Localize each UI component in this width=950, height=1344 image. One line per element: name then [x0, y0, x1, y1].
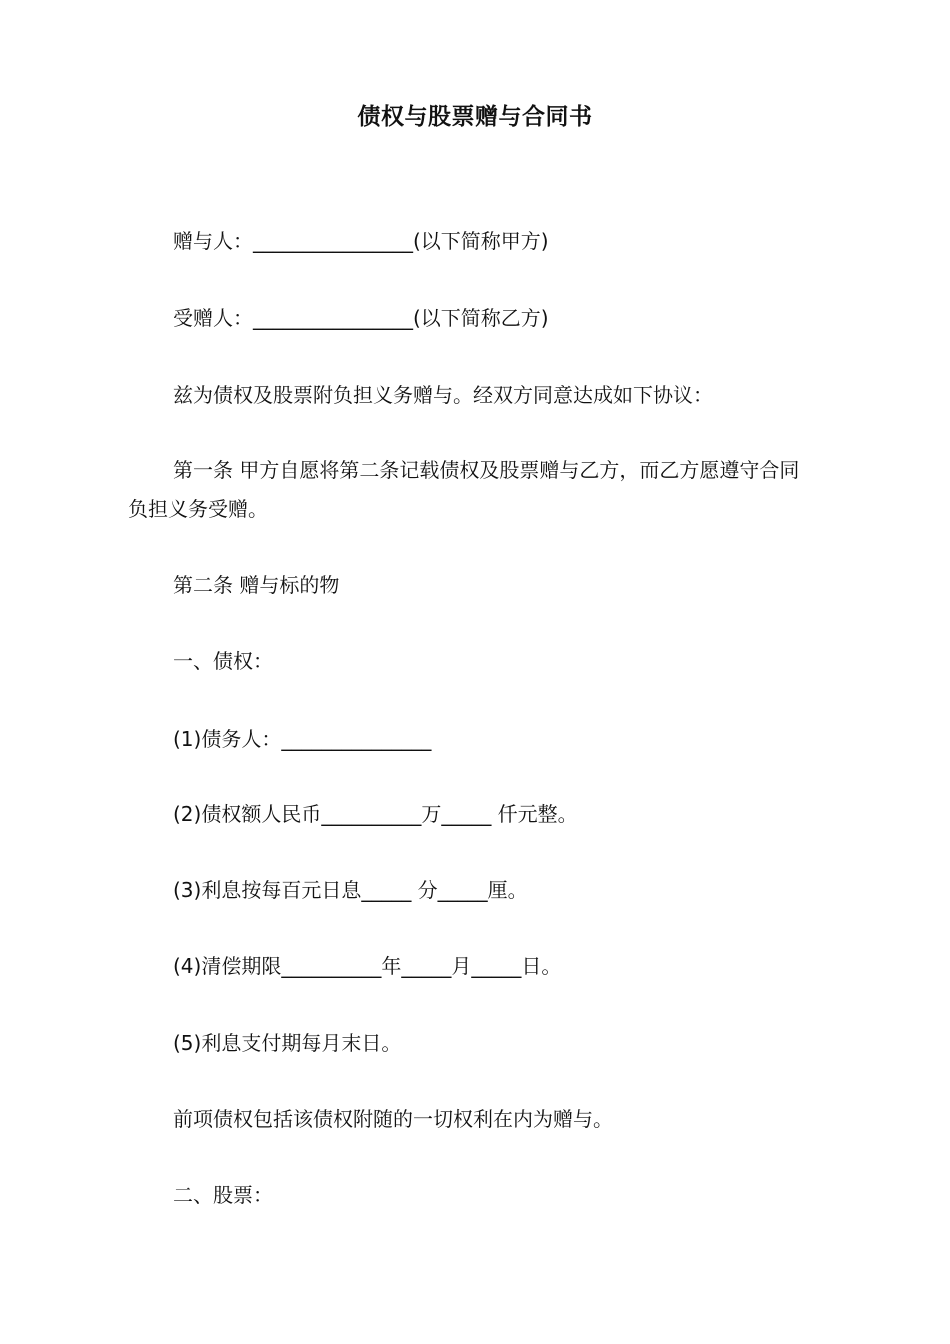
interest-rate-line: (3)利息按每百元日息_____ 分_____厘。 — [173, 878, 528, 902]
document-title: 债权与股票赠与合同书 — [357, 104, 593, 130]
donor-line: 赠与人：________________(以下简称甲方) — [173, 229, 549, 253]
article-1-paragraph: 第一条 甲方自愿将第二条记载债权及股票赠与乙方，而乙方愿遵守合同负担义务受赠。 — [128, 458, 800, 521]
section-debt-heading: 一、债权： — [173, 649, 273, 673]
debtor-line: (1)债务人：_______________ — [173, 727, 432, 751]
interest-payment-line: (5)利息支付期每月末日。 — [173, 1031, 402, 1055]
section-stock-heading: 二、股票： — [173, 1183, 273, 1207]
article-2-heading: 第二条 赠与标的物 — [173, 573, 340, 597]
recipient-line: 受赠人：________________(以下简称乙方) — [173, 306, 549, 330]
debt-amount-line: (2)债权额人民币__________万_____ 仟元整。 — [173, 802, 578, 826]
debt-rights-paragraph: 前项债权包括该债权附随的一切权利在内为赠与。 — [173, 1107, 613, 1131]
preamble-paragraph: 兹为债权及股票附负担义务赠与。经双方同意达成如下协议： — [173, 383, 713, 407]
repayment-deadline-line: (4)清偿期限__________年_____月_____日。 — [173, 954, 562, 978]
